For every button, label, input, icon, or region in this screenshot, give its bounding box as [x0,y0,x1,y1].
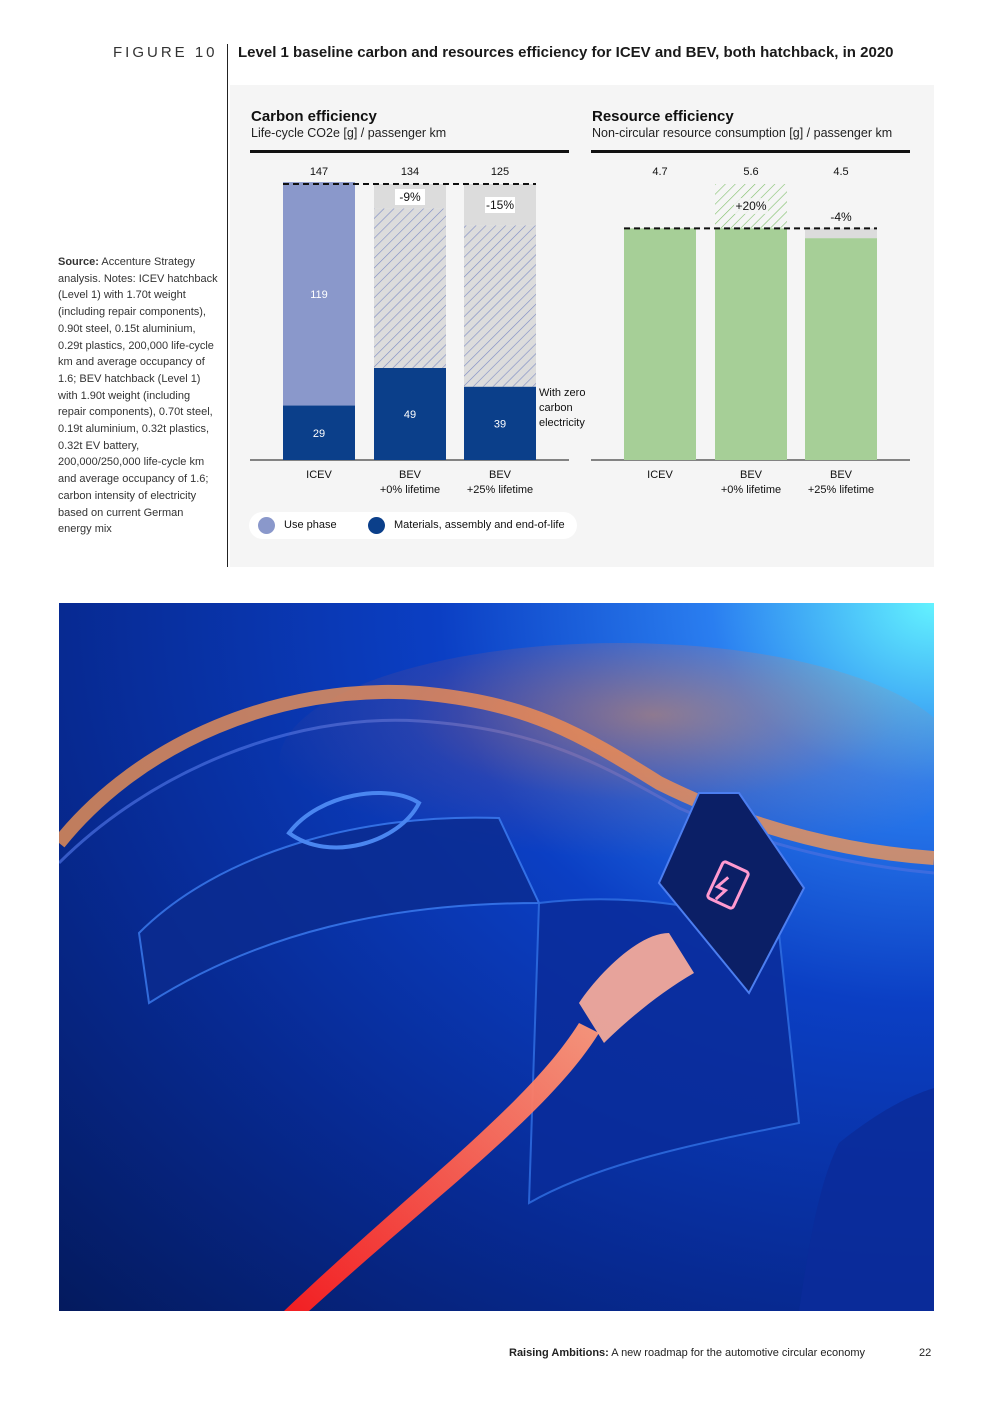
bar-resource [624,228,696,460]
source-note [58,254,218,538]
page-number: 22 [919,1347,932,1359]
bar-value-label: 29 [312,427,326,440]
change-label: -4% [830,210,852,224]
chart-subtitle: Life-cycle CO2e [g] / passenger km [251,126,447,140]
legend [249,512,577,539]
total-label: 5.6 [743,166,759,178]
ev-charging-photo [59,603,934,1311]
category-sublabel: +25% lifetime [466,484,534,496]
chart-subtitle: Non-circular resource consumption [g] / passenger km [592,126,893,140]
bar-use-phase [464,225,536,386]
chart-title: Carbon efficiency [251,108,377,125]
bar-value-label: 49 [403,409,417,421]
chart-panel [230,85,934,567]
legend-swatch-materials [368,517,385,534]
figure-divider [227,44,228,567]
bar-resource [715,228,787,460]
change-label: +20% [735,199,767,213]
category-sublabel: +0% lifetime [720,484,782,496]
chart-top-rule [250,150,569,153]
bar-value-label: 39 [493,418,507,431]
chart-top-rule [591,150,910,153]
total-label: 4.7 [652,166,668,178]
legend-label-use-phase: Use phase [284,519,337,531]
category-sublabel: +0% lifetime [379,484,441,496]
category-label: ICEV [306,469,332,481]
category-label: ICEV [647,469,673,481]
total-label: 125 [490,166,510,178]
category-label: BEV [739,469,763,481]
total-label: 4.5 [833,166,849,178]
resource-efficiency-chart [591,108,910,496]
bar-use-phase [374,208,446,368]
category-label: BEV [488,469,512,481]
source-label: Source: [58,256,99,268]
footer-bold: Raising Ambitions: [509,1347,609,1359]
change-label: -15% [485,198,515,212]
footer-text: A new roadmap for the automotive circular economy [611,1347,866,1359]
carbon-efficiency-chart [250,108,585,496]
total-label: 134 [400,166,420,178]
figure-label: FIGURE 10 [113,44,218,61]
category-sublabel: +25% lifetime [807,484,875,496]
photo-illustration [59,603,934,1311]
total-label: 147 [309,166,329,178]
charts-svg [230,85,934,567]
bar-saving-gap [805,228,877,238]
bar-resource [805,238,877,460]
category-label: BEV [398,469,422,481]
annotation-zero-carbon: With zero carbon electricity [539,387,586,429]
change-label: -9% [399,190,421,204]
footer-title [509,1347,865,1359]
bar-value-label: 119 [310,288,328,301]
source-text: Accenture Strategy analysis. Notes: ICEV hatchback (Level 1) with 1.70t weight (including repair components), 0.90t steel, 0.15t aluminium, 0.29t plastics, 200,000 life-cycle km and average occupancy of 1.6; BEV hatchback (Level 1) with 1.90t weight (including repair components), 0.70t steel, 0.19t aluminium, 0.32t plastics, 0.32t EV battery, 200,000/250,000 life-cycle km and average occupancy of 1.6; carbon intensity of electricity based on current German energy mix [58,256,218,536]
figure-title: Level 1 baseline carbon and resources efficiency for ICEV and BEV, both hatchback, in 2020 [238,44,894,61]
legend-label-materials: Materials, assembly and end-of-life [394,519,565,531]
chart-title: Resource efficiency [592,108,734,125]
category-label: BEV [829,469,853,481]
legend-swatch-use-phase [258,517,275,534]
